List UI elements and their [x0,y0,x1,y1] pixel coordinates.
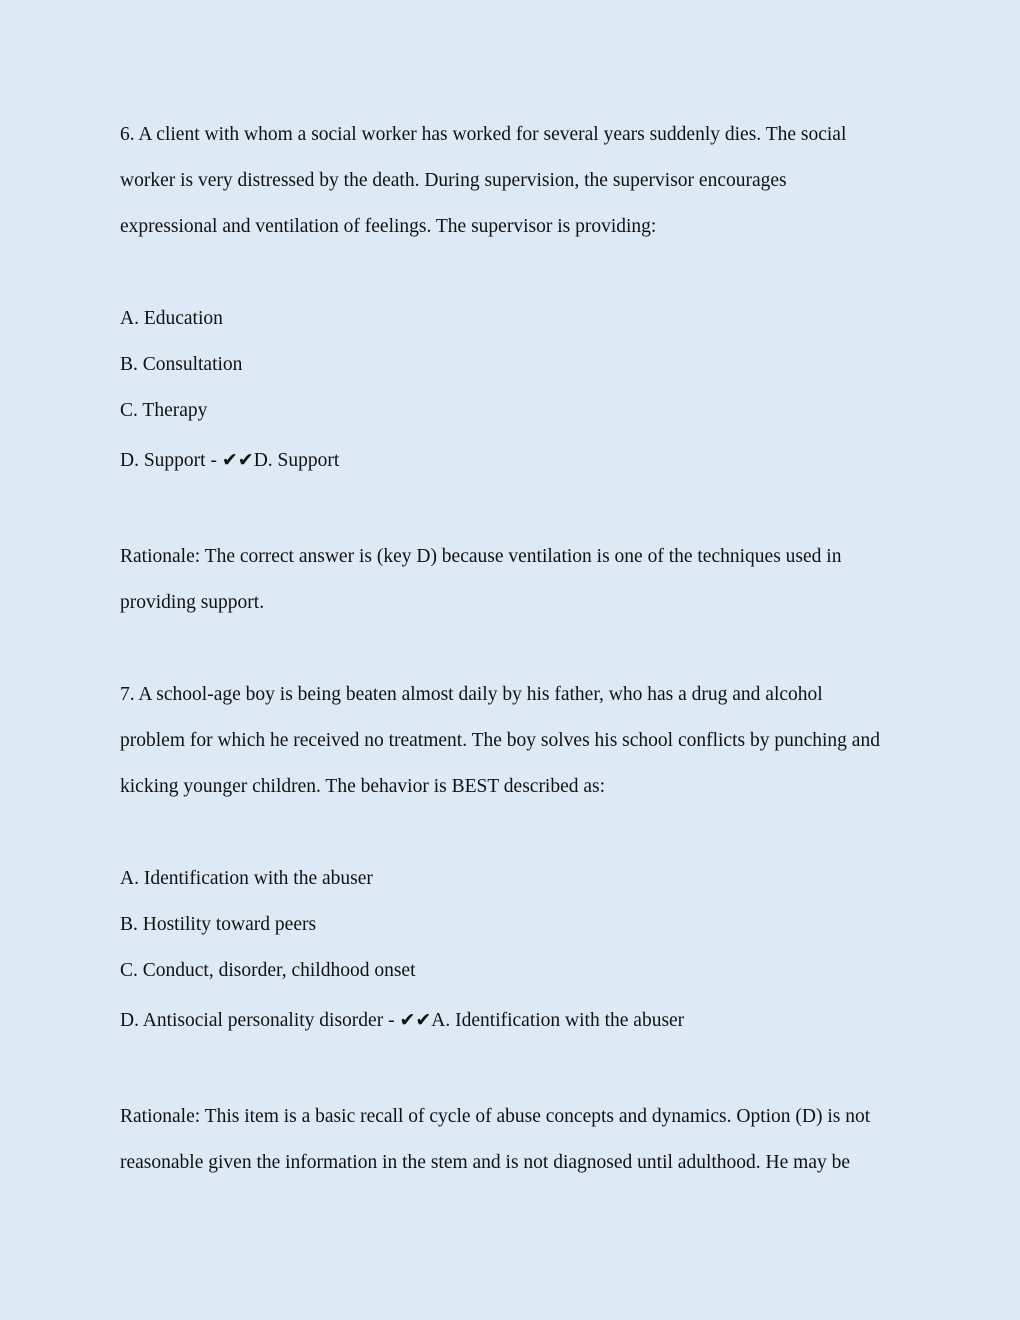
question-7-option-d [120,994,920,1044]
question-7-stem-line: problem for which he received no treatment. The boy solves his school conflicts by punching and [120,730,880,751]
question-7-answer: A. Identification with the abuser [431,1010,685,1031]
question-7-rationale-line: reasonable given the information in the stem and is not diagnosed until adulthood. He may be [120,1152,851,1173]
question-7 [120,672,920,1186]
question-7-option-c: C. Conduct, disorder, childhood onset [120,960,416,981]
question-7-stem-line: 7. A school-age boy is being beaten almost daily by his father, who has a drug and alcohol [120,684,823,705]
question-6-rationale-line: providing support. [120,592,265,613]
question-6 [120,112,920,626]
question-7-option-d-text: D. Antisocial personality disorder - [120,1010,400,1031]
question-6-stem-line: worker is very distressed by the death. During supervision, the supervisor encourages [120,170,787,191]
document-page [120,112,920,1186]
question-7-option-b: B. Hostility toward peers [120,914,317,935]
question-6-option-b: B. Consultation [120,354,243,375]
question-6-stem-line: expressional and ventilation of feelings. The supervisor is providing: [120,216,657,237]
question-6-answer: D. Support [253,450,340,471]
question-6-stem-line: 6. A client with whom a social worker has worked for several years suddenly dies. The social [120,124,847,145]
question-7-stem-line: kicking younger children. The behavior is BEST described as: [120,776,606,797]
question-6-option-a: A. Education [120,308,223,329]
question-6-option-d [120,434,920,484]
checkmark-icon: ✔✔ [399,1009,432,1031]
question-6-rationale-line: Rationale: The correct answer is (key D) because ventilation is one of the techniques used in [120,546,842,567]
question-7-option-a: A. Identification with the abuser [120,868,373,889]
question-6-option-d-text: D. Support - [120,450,222,471]
question-7-rationale-line: Rationale: This item is a basic recall of cycle of abuse concepts and dynamics. Option (D) is not [120,1106,871,1127]
checkmark-icon: ✔✔ [221,449,254,471]
question-6-option-c: C. Therapy [120,400,208,421]
